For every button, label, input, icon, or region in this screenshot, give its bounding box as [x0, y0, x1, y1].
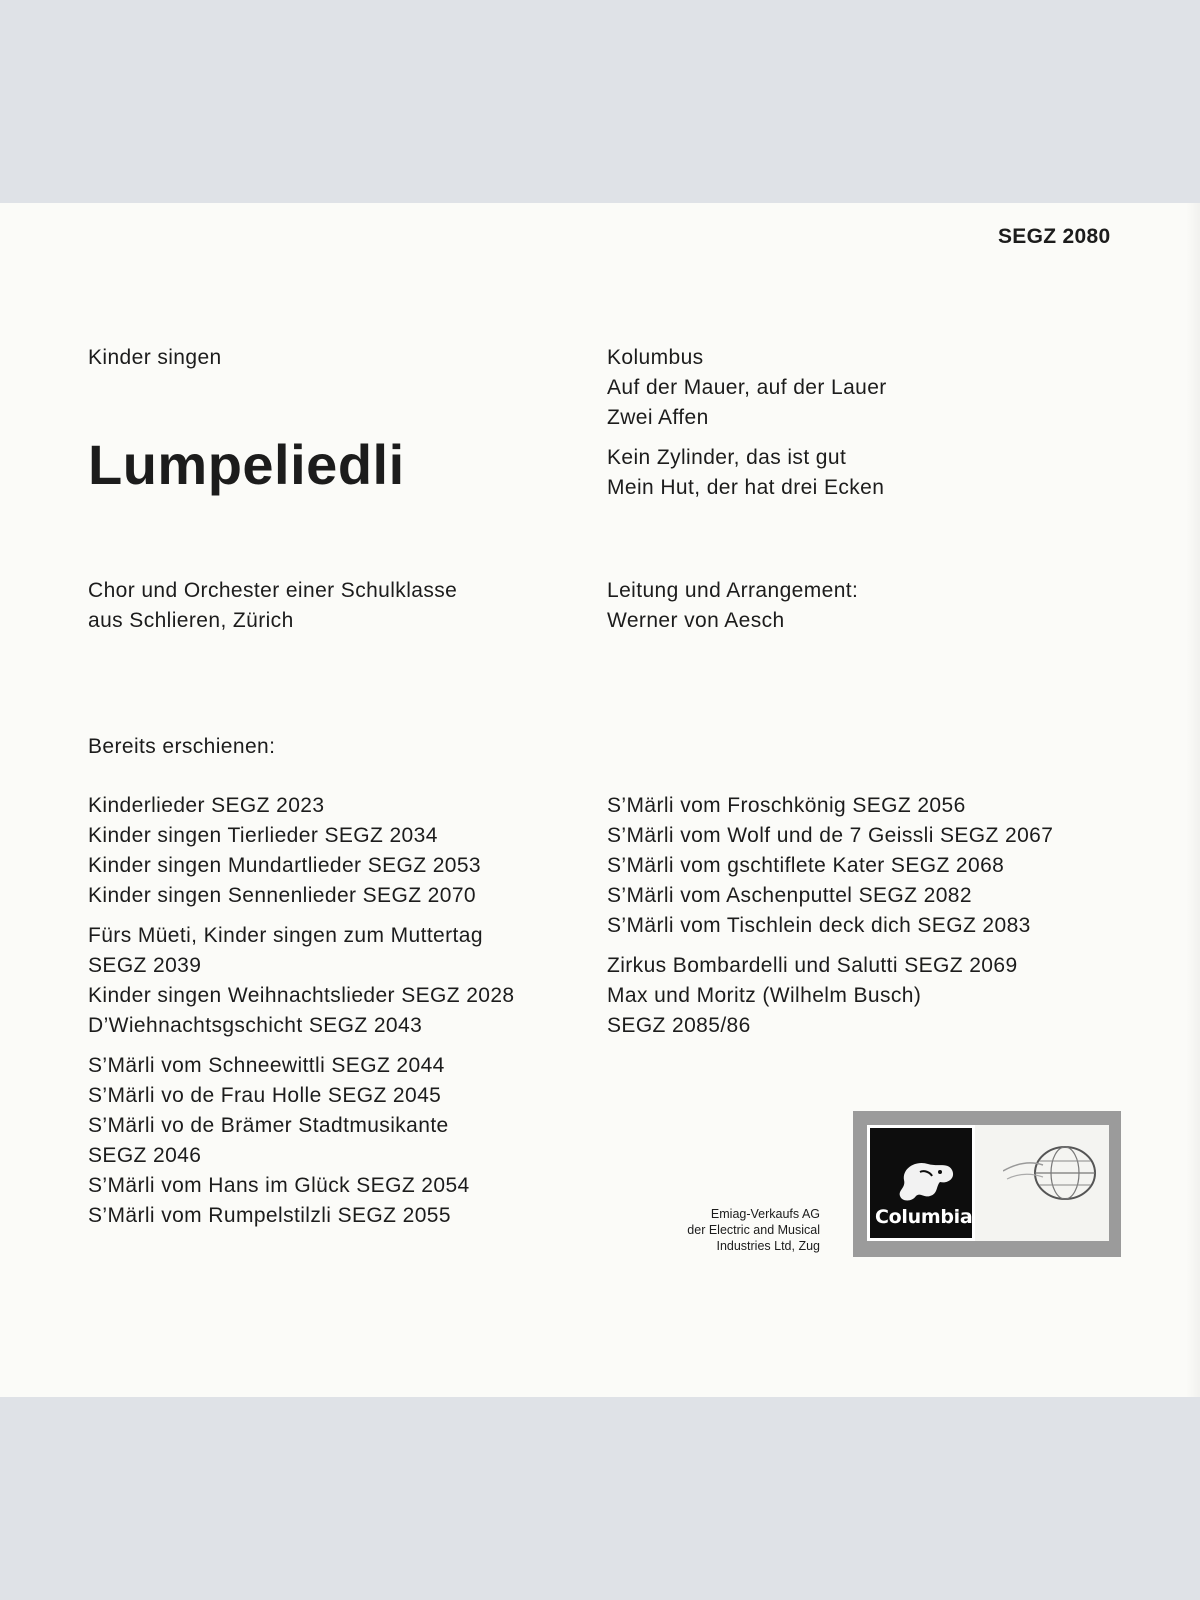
release-entry: S’Märli vom Aschenputtel SEGZ 2082 [607, 884, 972, 907]
release-entry: S’Märli vo de Brämer Stadtmusikante [88, 1114, 449, 1137]
release-entry: S’Märli vom Rumpelstilzli SEGZ 2055 [88, 1204, 451, 1227]
release-entry: S’Märli vom Wolf und de 7 Geissli SEGZ 2067 [607, 824, 1054, 847]
sleeve-edge-shadow [1186, 203, 1200, 1397]
song-title: Auf der Mauer, auf der Lauer [607, 376, 887, 399]
release-entry: S’Märli vom Froschkönig SEGZ 2056 [607, 794, 966, 817]
release-entry: S’Märli vom Hans im Glück SEGZ 2054 [88, 1174, 470, 1197]
song-title: Kolumbus [607, 346, 704, 369]
direction-credit [607, 576, 858, 636]
release-entry: D’Wiehnachtsgschicht SEGZ 2043 [88, 1014, 423, 1037]
publisher-line: Emiag-Verkaufs AG [710, 1207, 820, 1221]
song-list-group-1 [607, 343, 887, 433]
already-released-heading: Bereits erschienen: [88, 735, 276, 758]
record-sleeve-back [0, 203, 1200, 1397]
release-entry: Kinder singen Weihnachtslieder SEGZ 2028 [88, 984, 515, 1007]
globe-icon [1003, 1143, 1103, 1203]
release-entry: S’Märli vom Schneewittli SEGZ 2044 [88, 1054, 445, 1077]
released-list-left [88, 791, 515, 1231]
release-entry: Kinder singen Mundartlieder SEGZ 2053 [88, 854, 482, 877]
title-kicker: Kinder singen [88, 346, 222, 369]
release-entry: S’Märli vom Tischlein deck dich SEGZ 2083 [607, 914, 1031, 937]
release-entry: S’Märli vom gschtiflete Kater SEGZ 2068 [607, 854, 1005, 877]
release-entry: Kinder singen Sennenlieder SEGZ 2070 [88, 884, 476, 907]
release-entry: SEGZ 2039 [88, 954, 202, 977]
publisher-line: der Electric and Musical [687, 1223, 820, 1237]
release-entry: Kinder singen Tierlieder SEGZ 2034 [88, 824, 438, 847]
performers-credit [88, 576, 457, 636]
logo-globe-panel [975, 1125, 1109, 1241]
columbia-logo-icon [890, 1152, 960, 1212]
song-title: Zwei Affen [607, 406, 709, 429]
publisher-credit [610, 1206, 820, 1254]
song-list-group-2 [607, 443, 884, 503]
direction-line: Leitung und Arrangement: [607, 579, 859, 602]
released-list-right [607, 791, 1053, 1041]
release-entry: SEGZ 2046 [88, 1144, 202, 1167]
publisher-line: Industries Ltd, Zug [716, 1239, 820, 1253]
columbia-brand-text: Columbia [875, 1206, 973, 1228]
song-title: Mein Hut, der hat drei Ecken [607, 476, 885, 499]
direction-line: Werner von Aesch [607, 609, 785, 632]
release-entry: Fürs Müeti, Kinder singen zum Muttertag [88, 924, 483, 947]
columbia-logo-panel [867, 1125, 975, 1241]
album-title: Lumpeliedli [88, 433, 405, 496]
performers-line: aus Schlieren, Zürich [88, 609, 294, 632]
song-title: Kein Zylinder, das ist gut [607, 446, 847, 469]
release-entry: Max und Moritz (Wilhelm Busch) [607, 984, 922, 1007]
catalog-number: SEGZ 2080 [998, 225, 1111, 248]
release-entry: Kinderlieder SEGZ 2023 [88, 794, 325, 817]
release-entry: Zirkus Bombardelli und Salutti SEGZ 2069 [607, 954, 1018, 977]
release-entry: S’Märli vo de Frau Holle SEGZ 2045 [88, 1084, 442, 1107]
performers-line: Chor und Orchester einer Schulklasse [88, 579, 458, 602]
columbia-logo [853, 1111, 1121, 1257]
release-entry: SEGZ 2085/86 [607, 1014, 751, 1037]
